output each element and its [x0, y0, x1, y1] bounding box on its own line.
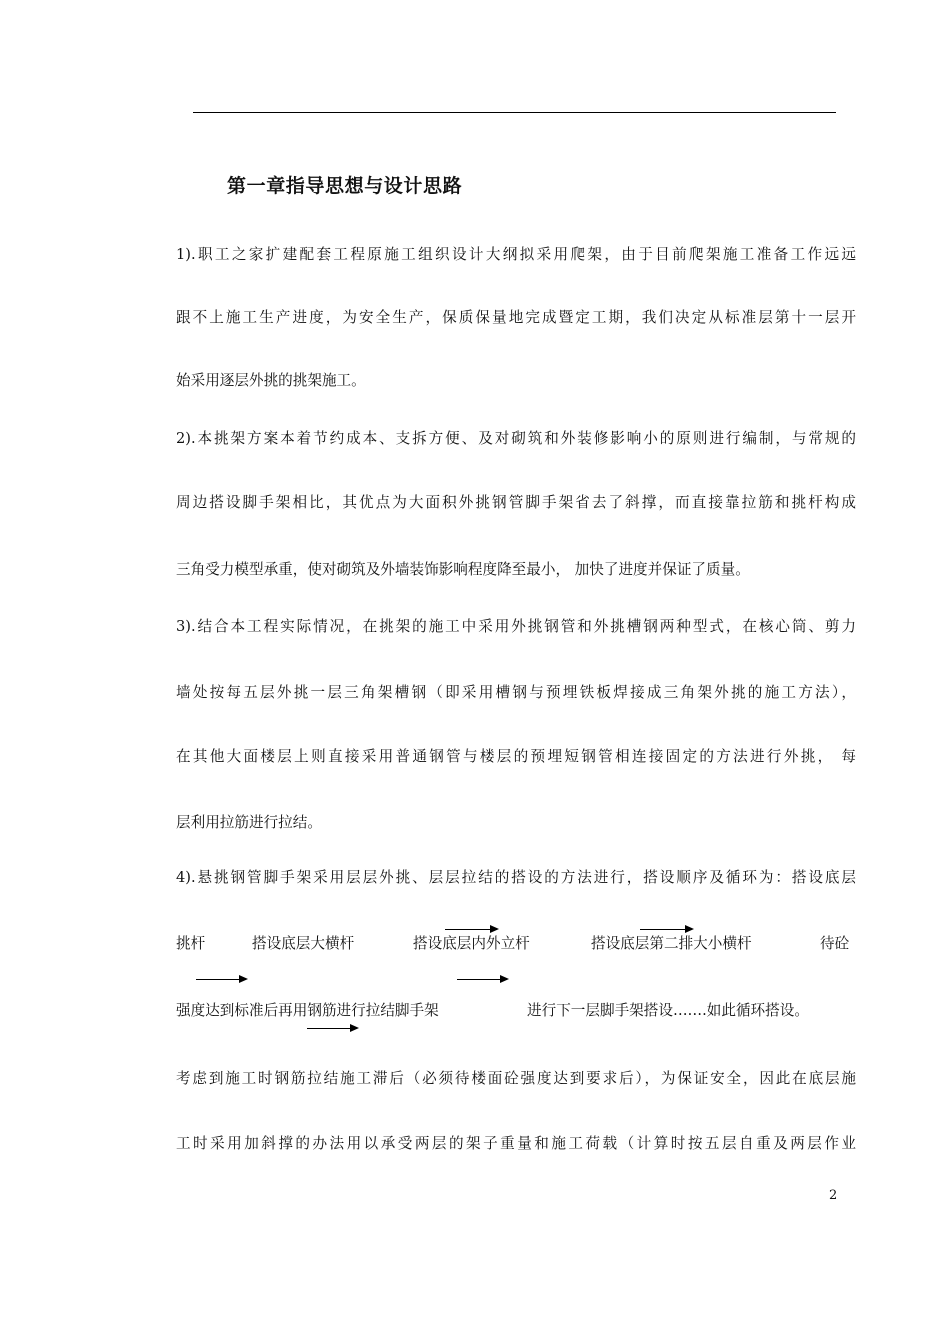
- p2-line-1: 2).本挑架方案本着节约成本、支拆方便、及对砌筑和外装修影响小的原则进行编制，与常规的: [176, 430, 856, 447]
- p3-line-1: 3).结合本工程实际情况，在挑架的施工中采用外挑钢管和外挑槽钢两种型式，在核心筒、剪力: [176, 618, 856, 635]
- flow-step-7: 进行下一层脚手架搭设…….如此循环搭设。: [527, 1002, 809, 1019]
- flow-arrow-icon: [307, 1028, 357, 1029]
- p5-line-1: 考虑到施工时钢筋拉结施工滞后（必须待楼面砼强度达到要求后），为保证安全，因此在底层施: [176, 1070, 856, 1087]
- page-number: 2: [829, 1188, 838, 1203]
- flow-arrow-icon: [640, 929, 692, 930]
- p3-line-3: 在其他大面楼层上则直接采用普通钢管与楼层的预埋短钢管相连接固定的方法进行外挑， 每: [176, 748, 856, 765]
- p3-line-2: 墙处按每五层外挑一层三角架槽钢（即采用槽钢与预埋铁板焊接成三角架外挑的施工方法），: [176, 684, 856, 701]
- flow-step-1: 挑杆: [176, 935, 206, 952]
- flow-step-6: 强度达到标准后再用钢筋进行拉结脚手架: [176, 1002, 439, 1019]
- p1-line-3: 始采用逐层外挑的挑架施工。: [176, 372, 366, 389]
- flow-arrow-icon: [445, 929, 497, 930]
- header-rule: [193, 112, 836, 113]
- p1-line-2: 跟不上施工生产进度，为安全生产，保质保量地完成暨定工期，我们决定从标准层第十一层开: [176, 309, 856, 326]
- p5-line-2: 工时采用加斜撑的办法用以承受两层的架子重量和施工荷载（计算时按五层自重及两层作业: [176, 1135, 856, 1152]
- flow-step-4: 搭设底层第二排大小横杆: [591, 935, 752, 952]
- flow-step-2: 搭设底层大横杆: [252, 935, 355, 952]
- p3-line-4: 层利用拉筋进行拉结。: [176, 814, 322, 831]
- p4-intro: 4).悬挑钢管脚手架采用层层外挑、层层拉结的搭设的方法进行，搭设顺序及循环为：搭设底层: [176, 869, 856, 886]
- flow-step-3: 搭设底层内外立杆: [413, 935, 530, 952]
- p2-line-2: 周边搭设脚手架相比，其优点为大面积外挑钢管脚手架省去了斜撑，而直接靠拉筋和挑杆构成: [176, 494, 856, 511]
- flow-arrow-icon: [457, 979, 507, 980]
- flow-step-5: 待砼: [820, 935, 850, 952]
- p1-line-1: 1).职工之家扩建配套工程原施工组织设计大纲拟采用爬架，由于目前爬架施工准备工作远远: [176, 246, 856, 263]
- p2-line-3: 三角受力模型承重，使对砌筑及外墙装饰影响程度降至最小， 加快了进度并保证了质量。: [176, 561, 750, 578]
- chapter-heading: 第一章指导思想与设计思路: [227, 175, 463, 197]
- flow-arrow-icon: [196, 979, 246, 980]
